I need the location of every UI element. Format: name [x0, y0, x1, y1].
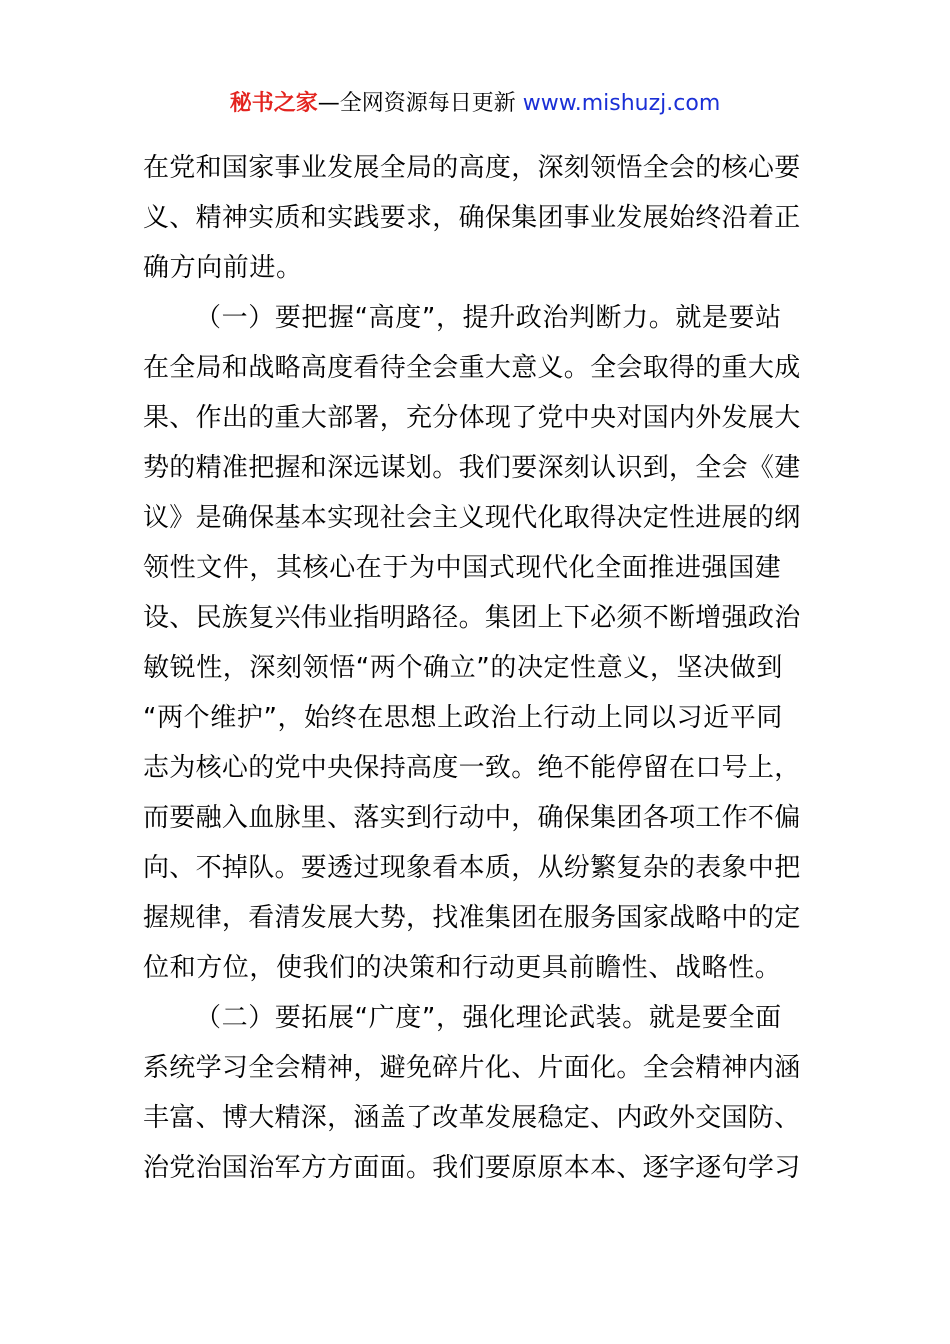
site-header: [0, 86, 950, 122]
text-line: 位和方位，使我们的决策和行动更具前瞻性、战略性。: [143, 953, 782, 983]
text-line: 在党和国家事业发展全局的高度，深刻领悟全会的核心要: [143, 153, 801, 183]
text-line: 领性文件，其核心在于为中国式现代化全面推进强国建: [143, 553, 782, 583]
text-line: 义、精神实质和实践要求，确保集团事业发展始终沿着正: [143, 203, 801, 233]
text-line: 确方向前进。: [143, 253, 303, 283]
text-line: （一）要把握“高度”，提升政治判断力。就是要站: [195, 303, 782, 333]
text-line: 系统学习全会精神，避免碎片化、片面化。全会精神内涵: [143, 1053, 801, 1083]
text-line: 在全局和战略高度看待全会重大意义。全会取得的重大成: [143, 353, 801, 383]
site-brand: 秘书之家: [229, 91, 318, 116]
text-line: 议》是确保基本实现社会主义现代化取得决定性进展的纲: [143, 503, 801, 533]
text-line: 握规律，看清发展大势，找准集团在服务国家战略中的定: [143, 903, 801, 933]
text-line: 治党治国治军方方面面。我们要原原本本、逐字逐句学习: [143, 1153, 801, 1183]
text-line: 敏锐性，深刻领悟“两个确立”的决定性意义，坚决做到: [143, 653, 783, 683]
document-body: [143, 143, 807, 1193]
text-line: （二）要拓展“广度”，强化理论武装。就是要全面: [195, 1003, 782, 1033]
text-line: 志为核心的党中央保持高度一致。绝不能停留在口号上，: [143, 753, 801, 783]
text-line: 势的精准把握和深远谋划。我们要深刻认识到，全会《建: [143, 453, 801, 483]
text-line: 设、民族复兴伟业指明路径。集团上下必须不断增强政治: [143, 603, 801, 633]
site-url[interactable]: www.mishuzj.com: [522, 91, 721, 116]
text-line: 丰富、博大精深，涵盖了改革发展稳定、内政外交国防、: [143, 1103, 801, 1133]
text-line: 向、不掉队。要透过现象看本质，从纷繁复杂的表象中把: [143, 853, 801, 883]
text-line: 果、作出的重大部署，充分体现了党中央对国内外发展大: [143, 403, 801, 433]
text-line: 而要融入血脉里、落实到行动中，确保集团各项工作不偏: [143, 803, 801, 833]
site-tagline: —全网资源每日更新: [317, 91, 523, 116]
text-line: “两个维护”，始终在思想上政治上行动上同以习近平同: [143, 703, 783, 733]
